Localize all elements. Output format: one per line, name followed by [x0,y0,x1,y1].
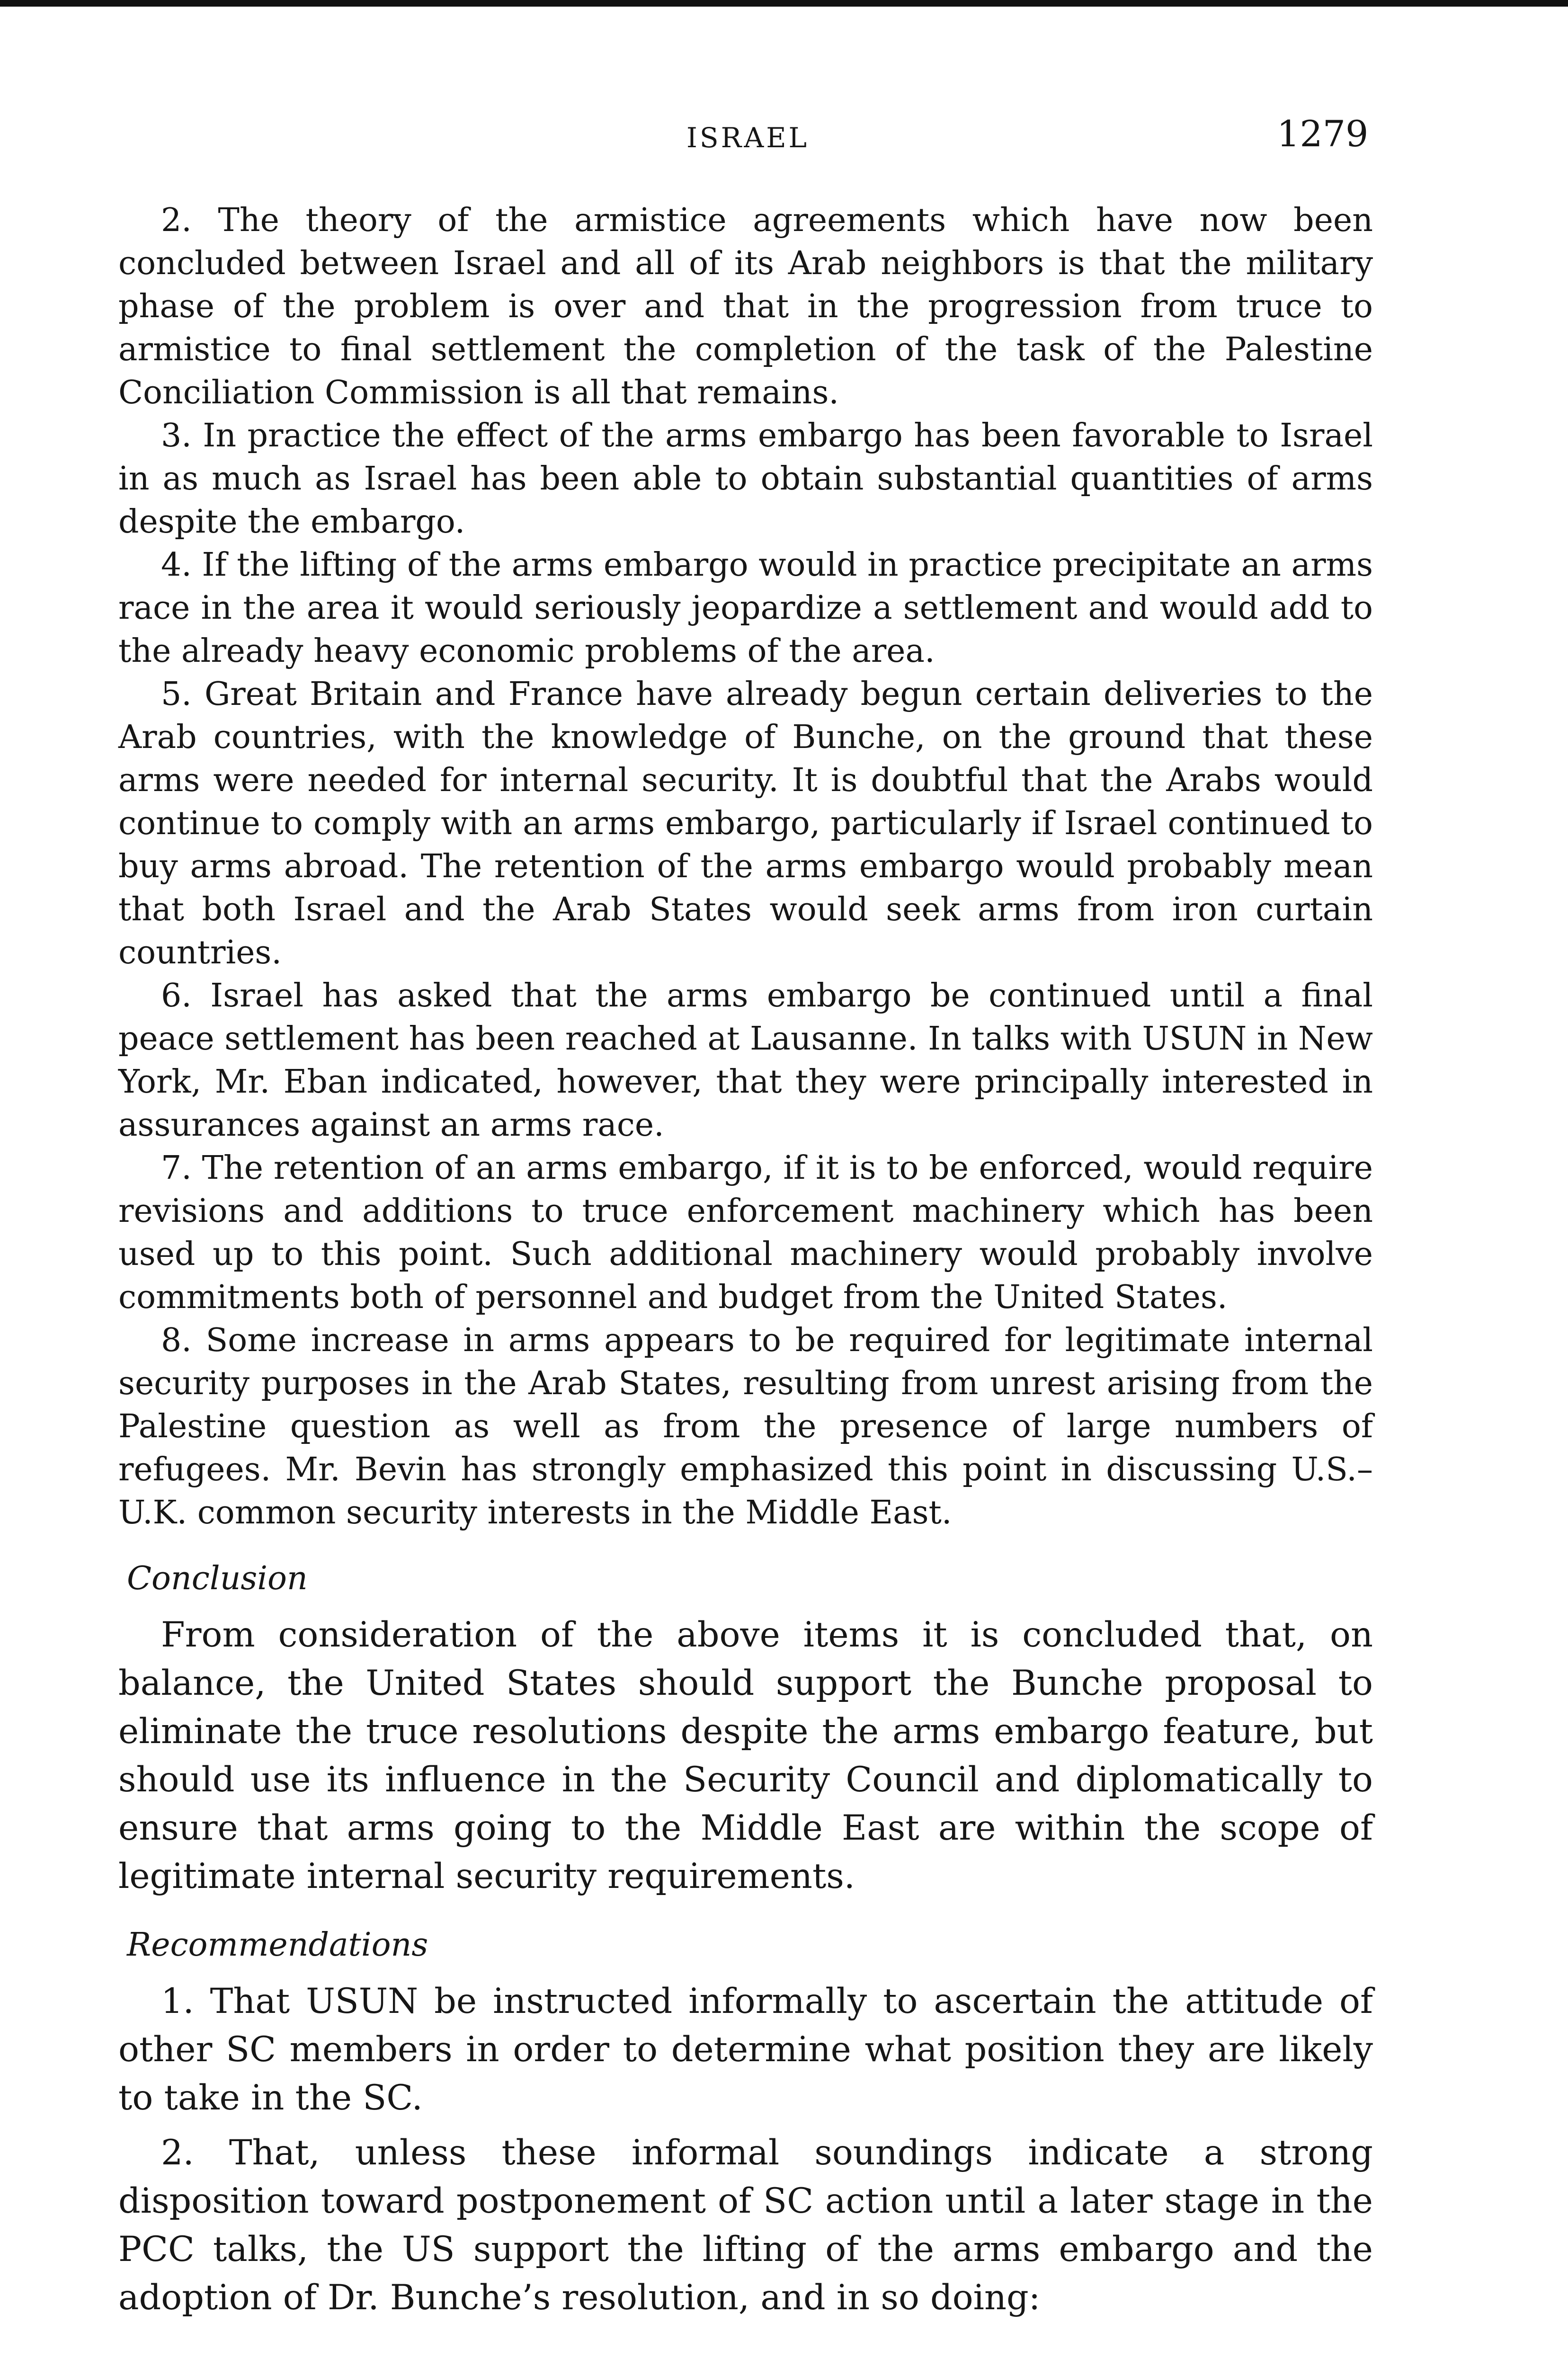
recommendations-heading: Recommendations [127,1926,428,1964]
recommendation-1: 1. That USUN be instructed informally to ascertain the attitude of other SC members in order to determine what position they are likely to take in the SC. [118,1981,1373,2118]
numbered-paragraph-7: 7. The retention of an arms embargo, if it is to be enforced, would require revisions and additions to truce enforcement machinery which has been used up to this point. Such additional machinery would probably involve commitments both of personnel and budget from the United States. [118,1149,1373,1316]
running-header-title: ISRAEL [686,122,810,154]
numbered-paragraph-8: 8. Some increase in arms appears to be required for legitimate internal security purposes in the Arab States, resulting from unrest arising from the Palestine question as well as from the presence of large numbers of refugees. Mr. Bevin has strongly emphasized this point in discussing U.S.–U.K. common security interests in the Middle East. [118,1322,1373,1531]
conclusion-paragraph: From consideration of the above items it is concluded that, on balance, the United States should support the Bunche proposal to eliminate the truce resolutions despite the arms embargo feature, but should use its influence in the Security Council and diplomatically to ensure that arms going to the Middle East are within the scope of legitimate internal security requirements. [118,1615,1373,1896]
page-number: 1279 [1277,113,1369,155]
numbered-paragraph-3: 3. In practice the effect of the arms embargo has been favorable to Israel in as much as Israel has been able to obtain substantial quantities of arms despite the embargo. [118,417,1373,541]
numbered-paragraph-2: 2. The theory of the armistice agreements which have now been concluded between Israel and all of its Arab neighbors is that the military phase of the problem is over and that in the progression from truce to armistice to final settlement the completion of the task of the Palestine Conciliation Commission is all that remains. [118,202,1373,411]
top-border-rule [0,0,1568,7]
conclusion-heading: Conclusion [127,1560,308,1597]
numbered-paragraph-5: 5. Great Britain and France have already begun certain deliveries to the Arab countries, with the knowledge of Bunche, on the ground that these arms were needed for internal security. It is doubtful that the Arabs would continue to comply with an arms embargo, particularly if Israel continued to buy arms abroad. The retention of the arms embargo would probably mean that both Israel and the Arab States would seek arms from iron curtain countries. [118,676,1373,971]
numbered-paragraph-6: 6. Israel has asked that the arms embargo be continued until a final peace settlement has been reached at Lausanne. In talks with USUN in New York, Mr. Eban indicated, however, that they were principally interested in assurances against an arms race. [118,977,1373,1144]
document-body [118,199,1373,2329]
numbered-paragraph-4: 4. If the lifting of the arms embargo would in practice precipitate an arms race in the area it would seriously jeopardize a settlement and would add to the already heavy economic problems of the area. [118,546,1373,670]
recommendation-2: 2. That, unless these informal soundings indicate a strong disposition toward postponement of SC action until a later stage in the PCC talks, the US support the lifting of the arms embargo and the adoption of Dr. Bunche’s resolution, and in so doing: [118,2133,1373,2318]
